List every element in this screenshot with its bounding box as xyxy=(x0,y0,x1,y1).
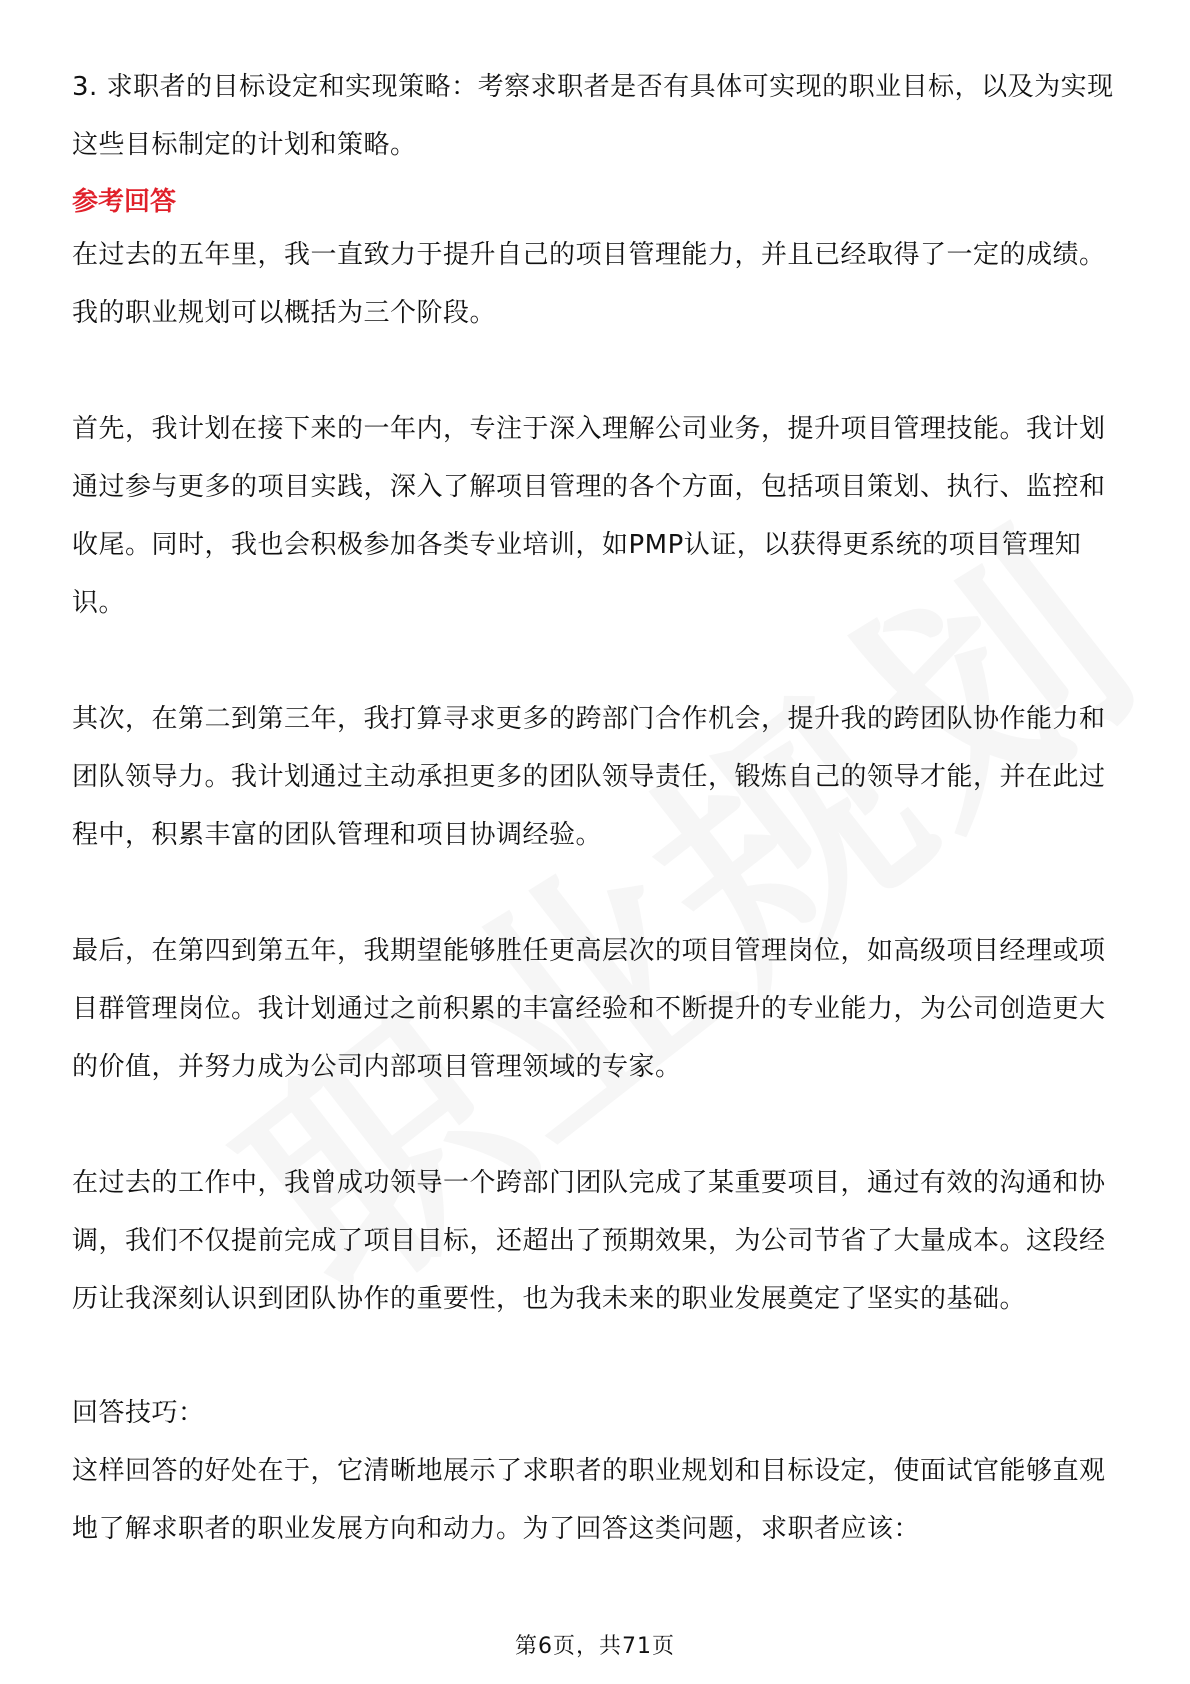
paragraph-spacer xyxy=(72,632,1118,690)
paragraph-spacer xyxy=(72,1096,1118,1154)
page-number-footer: 第6页，共71页 xyxy=(515,1634,675,1659)
paragraph-spacer xyxy=(72,864,1118,922)
question-item: 3. 求职者的目标设定和实现策略：考察求职者是否有具体可实现的职业目标，以及为实现这些目标制定的计划和策略。 xyxy=(72,72,1114,160)
answer-paragraph-5: 在过去的工作中，我曾成功领导一个跨部门团队完成了某重要项目，通过有效的沟通和协调，我们不仅提前完成了项目目标，还超出了预期效果，为公司节省了大量成本。这段经历让我深刻认识到团队协作的重要性，也为我未来的职业发展奠定了坚实的基础。 xyxy=(72,1168,1106,1314)
paragraph-spacer xyxy=(72,342,1118,400)
answer-paragraph-4: 最后，在第四到第五年，我期望能够胜任更高层次的项目管理岗位，如高级项目经理或项目群管理岗位。我计划通过之前积累的丰富经验和不断提升的专业能力，为公司创造更大的价值，并努力成为公司内部项目管理领域的专家。 xyxy=(72,936,1106,1082)
answer-heading: 参考回答 xyxy=(72,187,177,217)
answer-paragraph-3: 其次，在第二到第三年，我打算寻求更多的跨部门合作机会，提升我的跨团队协作能力和团队领导力。我计划通过主动承担更多的团队领导责任，锻炼自己的领导才能，并在此过程中，积累丰富的团队管理和项目协调经验。 xyxy=(72,704,1106,850)
answer-paragraph-2: 首先，我计划在接下来的一年内，专注于深入理解公司业务，提升项目管理技能。我计划通过参与更多的项目实践，深入了解项目管理的各个方面，包括项目策划、执行、监控和收尾。同时，我也会积极参加各类专业培训，如PMP认证，以获得更系统的项目管理知识。 xyxy=(72,414,1106,618)
page-content xyxy=(72,58,1118,1558)
tips-heading: 回答技巧： xyxy=(72,1398,205,1428)
paragraph-spacer xyxy=(72,1328,1118,1384)
tips-paragraph: 这样回答的好处在于，它清晰地展示了求职者的职业规划和目标设定，使面试官能够直观地了解求职者的职业发展方向和动力。为了回答这类问题，求职者应该： xyxy=(72,1456,1106,1544)
answer-paragraph-1: 在过去的五年里，我一直致力于提升自己的项目管理能力，并且已经取得了一定的成绩。我的职业规划可以概括为三个阶段。 xyxy=(72,240,1106,328)
